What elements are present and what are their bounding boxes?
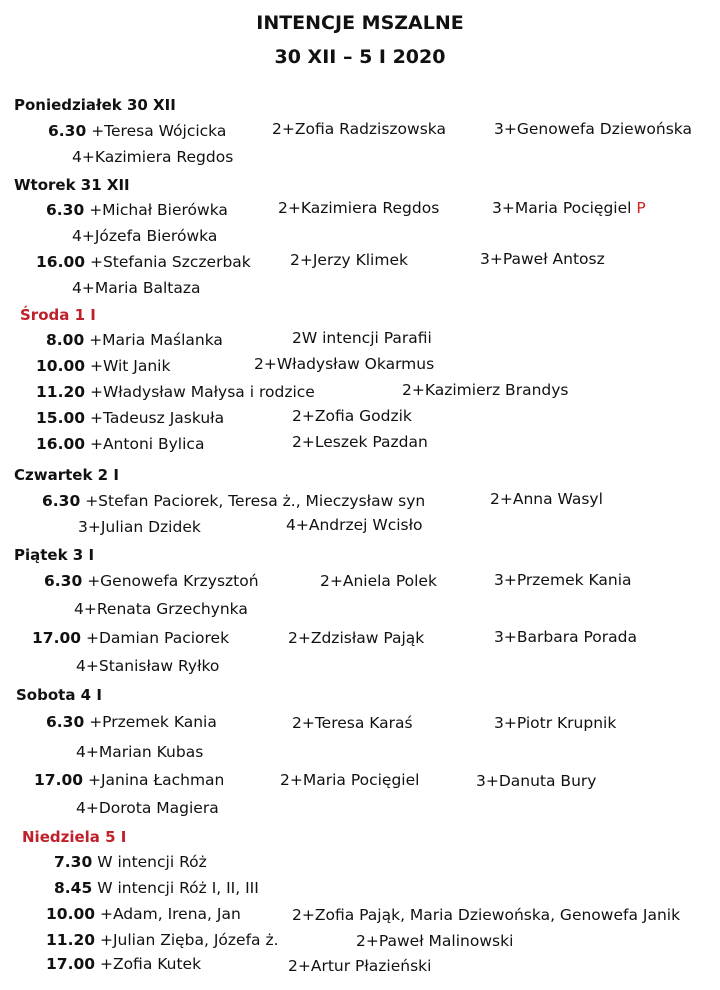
date-range: 30 XII – 5 I 2020: [274, 46, 446, 68]
page-title: INTENCJE MSZALNE: [256, 12, 464, 34]
intention-4: 4+Renata Grzechynka: [74, 600, 248, 618]
mass-time: 6.30: [48, 122, 87, 140]
intention-2: 2+Anna Wasyl: [490, 490, 603, 508]
mass-entry: [32, 629, 229, 647]
intention-3: 3+Julian Dzidek: [78, 518, 201, 536]
intention-2: 2W intencji Parafii: [292, 329, 432, 347]
mass-time: 17.00: [46, 955, 96, 973]
mass-entry: [42, 492, 425, 510]
intention-4: 4+Maria Baltaza: [72, 279, 201, 297]
day-heading-tuesday: Wtorek 31 XII: [14, 176, 130, 194]
mass-time: 10.00: [46, 905, 96, 923]
mass-time: 17.00: [34, 771, 84, 789]
intention-4: 4+Dorota Magiera: [76, 799, 219, 817]
day-heading-sunday: Niedziela 5 I: [22, 828, 127, 846]
mass-entry: [36, 409, 224, 427]
mass-entry: [34, 771, 224, 789]
intention-1: +Damian Paciorek: [85, 629, 230, 647]
intention-1: +Julian Zięba, Józefa ż.: [99, 931, 279, 949]
day-heading-monday: Poniedziałek 30 XII: [14, 96, 176, 114]
intention-2: 2+Teresa Karaś: [292, 714, 413, 732]
intention-4: 4+Józefa Bierówka: [72, 227, 218, 245]
intention-1: +Wit Janik: [89, 357, 171, 375]
intention-2: 2+Jerzy Klimek: [290, 251, 408, 269]
intention-3: 3+Genowefa Dziewońska: [494, 120, 692, 138]
intention-1: +Janina Łachman: [87, 771, 225, 789]
intention-4: 4+Marian Kubas: [76, 743, 204, 761]
intention-1: +Tadeusz Jaskuła: [89, 409, 225, 427]
mass-time: 10.00: [36, 357, 86, 375]
intention-3: 3+Przemek Kania: [494, 571, 632, 589]
intention-1: W intencji Róż I, II, III: [97, 879, 259, 897]
mass-entry: [54, 879, 259, 897]
mass-entry: [36, 253, 251, 271]
day-heading-saturday: Sobota 4 I: [16, 686, 102, 704]
mass-time: 6.30: [46, 201, 85, 219]
mass-entry: [46, 955, 201, 973]
mass-time: 17.00: [32, 629, 82, 647]
mass-entry: [36, 357, 170, 375]
intention-2: 2+Paweł Malinowski: [356, 932, 514, 950]
mass-time: 11.20: [36, 383, 86, 401]
intention-1: +Antoni Bylica: [89, 435, 205, 453]
intention-2: 2+Zofia Radziszowska: [272, 120, 446, 138]
intention-2: 2+Aniela Polek: [320, 572, 437, 590]
mass-time: 16.00: [36, 435, 86, 453]
intention-2: 2+Kazimierz Brandys: [402, 381, 569, 399]
intention-1: +Stefania Szczerbak: [89, 253, 251, 271]
mass-entry: [48, 122, 226, 140]
day-heading-friday: Piątek 3 I: [14, 546, 95, 564]
intention-2: 2+Władysław Okarmus: [254, 355, 435, 373]
intention-4: 4+Stanisław Ryłko: [76, 657, 220, 675]
day-heading-wednesday: Środa 1 I: [20, 306, 96, 324]
intention-3: 3+Maria Pocięgiel P: [492, 199, 646, 217]
intention-3: 3+Paweł Antosz: [480, 250, 605, 268]
mass-time: 16.00: [36, 253, 86, 271]
mass-time: 7.30: [54, 853, 93, 871]
intention-3: 3+Barbara Porada: [494, 628, 637, 646]
mass-time: 6.30: [44, 572, 83, 590]
intention-2: 2+Maria Pocięgiel: [280, 771, 420, 789]
mass-time: 11.20: [46, 931, 96, 949]
intention-1: +Zofia Kutek: [99, 955, 202, 973]
intention-1: +Michał Bierówka: [89, 201, 228, 219]
mass-entry: [46, 931, 279, 949]
intention-2: 2+Kazimiera Regdos: [278, 199, 440, 217]
intention-1: +Adam, Irena, Jan: [99, 905, 241, 923]
intention-4: 4+Kazimiera Regdos: [72, 148, 234, 166]
intention-1: +Maria Maślanka: [89, 331, 223, 349]
mass-time: 6.30: [46, 713, 85, 731]
intention-1: +Władysław Małysa i rodzice: [89, 383, 315, 401]
intention-1: +Stefan Paciorek, Teresa ż., Mieczysław syn: [85, 492, 426, 510]
intention-2: 2+Leszek Pazdan: [292, 433, 428, 451]
intention-2: 2+Zofia Pająk, Maria Dziewońska, Genowefa Janik: [292, 906, 681, 924]
mass-time: 6.30: [42, 492, 81, 510]
intention-2: 2+Zofia Godzik: [292, 407, 412, 425]
mass-entry: [46, 905, 241, 923]
mass-time: 15.00: [36, 409, 86, 427]
intention-4: 4+Andrzej Wcisło: [286, 516, 423, 534]
intention-1: W intencji Róż: [97, 853, 207, 871]
mass-entry: [54, 853, 207, 871]
mass-entry: [44, 572, 259, 590]
intention-1: +Teresa Wójcicka: [91, 122, 227, 140]
intention-2: 2+Zdzisław Pająk: [288, 629, 425, 647]
mass-entry: [46, 201, 228, 219]
intention-3: 3+Danuta Bury: [476, 772, 597, 790]
mass-entry: [46, 713, 217, 731]
mass-entry: [36, 435, 204, 453]
intention-2: 2+Artur Płazieński: [288, 957, 432, 975]
day-heading-thursday: Czwartek 2 I: [14, 466, 119, 484]
intention-1: +Przemek Kania: [89, 713, 217, 731]
note-mark: P: [636, 199, 646, 217]
intention-3: 3+Piotr Krupnik: [494, 714, 617, 732]
mass-time: 8.00: [46, 331, 85, 349]
mass-entry: [36, 383, 315, 401]
mass-time: 8.45: [54, 879, 93, 897]
mass-entry: [46, 331, 223, 349]
intention-1: +Genowefa Krzysztoń: [87, 572, 259, 590]
